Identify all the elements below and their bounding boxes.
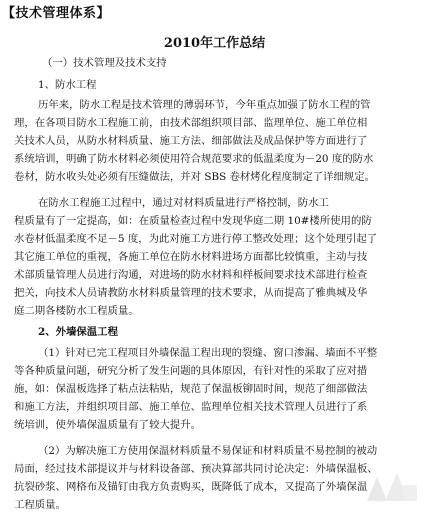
- paragraph-line: 统培训，使外墙保温质量有了较大提升。: [14, 419, 202, 431]
- paragraph-line: 等各种质量问题，研究分析了发生问题的具体原因，有针对性的采取了应对措: [14, 365, 368, 377]
- paragraph-line: 其它施工单位的重视，各施工单位在防水材料进场方面都比较慎重，主动与技: [14, 251, 368, 263]
- paragraph-line: 卷材，防水收头处必须有压缝做法，并对 SBS 卷材烤化程度制定了详细规定。: [14, 171, 375, 183]
- paragraph-line: 在防水工程施工过程中，通过对材料质量进行严格控制，防水工: [38, 197, 329, 209]
- paragraph-line: （2）为解决施工方使用保温材料质量不易保证和材料质量不易控制的被动: [38, 445, 378, 457]
- paragraph-line: 程质量有了一定提高，如：在质量检查过程中发现华庭二期 10#楼所使用的防: [14, 215, 372, 227]
- paragraph-line: 工程质量。: [14, 499, 66, 511]
- subsection-heading: 2、外墙保温工程: [38, 326, 118, 338]
- paragraph-line: 系统培训，明确了防水材料必须使用符合规范要求的低温柔度为－20 度的防水: [14, 153, 374, 165]
- paragraph-line: 局面，经过技术部提议并与材料设备部、预决算部共同讨论决定：外墙保温板、: [14, 463, 378, 475]
- paragraph-line: 水卷材低温柔度不足－5 度，为此对施工方进行停工整改处理；这个处理引起了: [14, 233, 378, 245]
- paragraph-line: 把关，向技术人员请教防水材料质量管理的技术要求，从而提高了雅典城及华: [14, 287, 368, 299]
- paragraph-line: 施，如：保温板选择了粘点法粘贴，规范了保温板铆固时间，规范了细部做法: [14, 383, 368, 395]
- paragraph-line: 术部质量管理人员进行沟通，对进场的防水材料和样板间要求技术部进行检查: [14, 269, 368, 281]
- paragraph-line: 和施工方法，并组织项目部、施工单位、监理单位相关技术管理人员进行了系: [14, 401, 368, 413]
- paragraph-line: 理，在各项目防水工程施工前，由技术部组织项目部、监理单位、施工单位相: [14, 117, 368, 129]
- section-heading: （一）技术管理及技术支持: [42, 57, 167, 69]
- paragraph-line: 庭二期各楼防水工程质量。: [14, 305, 139, 317]
- section-tag: 【技术管理体系】: [2, 6, 111, 21]
- page-title: 2010年工作总结: [163, 36, 266, 51]
- subsection-heading: 1、防水工程: [38, 79, 97, 91]
- building-logo-icon: [363, 471, 423, 503]
- paragraph-line: 历年来，防水工程是技术管理的薄弱环节，今年重点加强了防水工程的管: [38, 99, 371, 111]
- paragraph-line: （1）针对已完工程项目外墙保温工程出现的裂缝、窗口渗漏、墙面不平整: [38, 347, 378, 359]
- paragraph-line: 抗裂砂浆、网格布及锚钉由我方负责购买，既降低了成本，又提高了外墙保温: [14, 481, 368, 493]
- paragraph-line: 关技术人员，从防水材料质量、施工方法、细部做法及成品保护等方面进行了: [14, 135, 368, 147]
